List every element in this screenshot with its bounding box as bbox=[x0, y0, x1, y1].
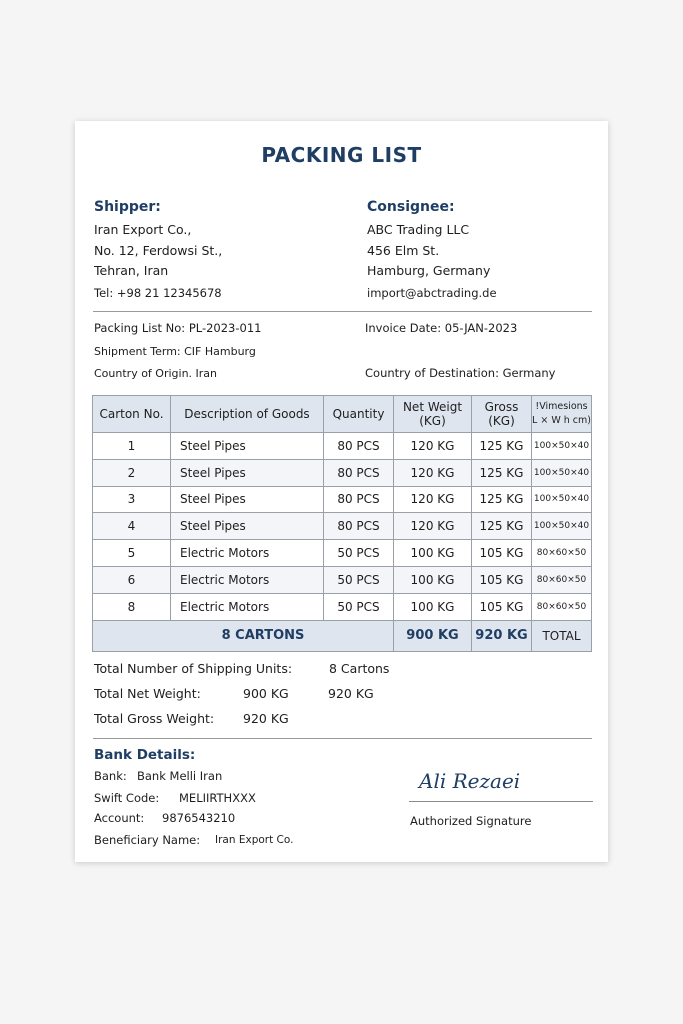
col-net-weight-line2: (KG) bbox=[419, 414, 446, 428]
shipper-tel: Tel: +98 21 12345678 bbox=[94, 286, 222, 300]
cell-carton: 1 bbox=[93, 433, 171, 460]
bank-heading: Bank Details: bbox=[94, 747, 196, 763]
cell-net: 120 KG bbox=[394, 459, 472, 486]
table-row bbox=[93, 593, 592, 620]
shipper-name: Iran Export Co., bbox=[94, 222, 192, 237]
cell-carton: 5 bbox=[93, 540, 171, 567]
cell-description: Electric Motors bbox=[171, 593, 324, 620]
table-total-row bbox=[93, 620, 592, 651]
net-weight-value-2: 920 KG bbox=[328, 686, 374, 701]
cell-carton: 3 bbox=[93, 486, 171, 513]
col-gross-weight-line2: (KG) bbox=[488, 414, 515, 428]
cell-quantity: 80 PCS bbox=[324, 433, 394, 460]
consignee-street: 456 Elm St. bbox=[367, 243, 440, 258]
cell-carton: 8 bbox=[93, 593, 171, 620]
shipper-city: Tehran, Iran bbox=[94, 263, 169, 278]
col-carton-no: Carton No. bbox=[93, 396, 171, 433]
net-weight-label: Total Net Weight: bbox=[94, 686, 201, 701]
cell-gross: 125 KG bbox=[472, 486, 532, 513]
total-cartons: 8 CARTONS bbox=[93, 620, 394, 651]
cell-dimensions: 100×50×40 bbox=[532, 433, 592, 460]
shipper-heading: Shipper: bbox=[94, 199, 161, 215]
cell-dimensions: 80×60×50 bbox=[532, 540, 592, 567]
col-gross-weight-line1: Gross bbox=[484, 400, 519, 414]
cell-net: 120 KG bbox=[394, 513, 472, 540]
shipment-term: Shipment Term: CIF Hamburg bbox=[94, 345, 256, 358]
signature-line bbox=[409, 801, 593, 802]
beneficiary-label: Beneficiary Name: bbox=[94, 833, 201, 847]
swift-value: MELIIRTHXXX bbox=[179, 791, 256, 805]
table-row bbox=[93, 513, 592, 540]
cell-dimensions: 100×50×40 bbox=[532, 459, 592, 486]
table-row bbox=[93, 540, 592, 567]
cell-quantity: 80 PCS bbox=[324, 486, 394, 513]
net-weight-value: 900 KG bbox=[243, 686, 289, 701]
consignee-email: import@abctrading.de bbox=[367, 286, 497, 300]
col-gross-weight bbox=[472, 396, 532, 433]
bank-label: Bank: bbox=[94, 769, 127, 783]
cell-quantity: 80 PCS bbox=[324, 513, 394, 540]
gross-weight-value: 920 KG bbox=[243, 711, 289, 726]
cell-gross: 125 KG bbox=[472, 513, 532, 540]
consignee-city: Hamburg, Germany bbox=[367, 263, 491, 278]
total-net: 900 KG bbox=[394, 620, 472, 651]
cell-gross: 125 KG bbox=[472, 433, 532, 460]
cell-description: Electric Motors bbox=[171, 540, 324, 567]
shipping-units-value: 8 Cartons bbox=[329, 661, 390, 676]
col-description: Description of Goods bbox=[171, 396, 324, 433]
table-row bbox=[93, 486, 592, 513]
col-net-weight-line1: Net Weigt bbox=[402, 400, 463, 414]
items-table bbox=[92, 395, 592, 652]
cell-net: 120 KG bbox=[394, 433, 472, 460]
cell-quantity: 50 PCS bbox=[324, 593, 394, 620]
table-row bbox=[93, 433, 592, 460]
cell-description: Steel Pipes bbox=[171, 486, 324, 513]
cell-dimensions: 80×60×50 bbox=[532, 593, 592, 620]
cell-net: 100 KG bbox=[394, 540, 472, 567]
signature: Ali Rezaei bbox=[419, 769, 521, 793]
cell-net: 100 KG bbox=[394, 566, 472, 593]
cell-gross: 105 KG bbox=[472, 540, 532, 567]
table-row bbox=[93, 459, 592, 486]
consignee-heading: Consignee: bbox=[367, 199, 455, 215]
cell-gross: 105 KG bbox=[472, 566, 532, 593]
col-dimensions-line1: !Vimesions bbox=[535, 401, 588, 412]
country-of-destination: Country of Destination: Germany bbox=[365, 366, 556, 380]
col-dimensions-line2: L × W h cm) bbox=[532, 415, 591, 426]
cell-net: 120 KG bbox=[394, 486, 472, 513]
cell-carton: 2 bbox=[93, 459, 171, 486]
divider bbox=[93, 738, 592, 739]
cell-dimensions: 100×50×40 bbox=[532, 486, 592, 513]
swift-label: Swift Code: bbox=[94, 791, 160, 805]
col-dimensions bbox=[532, 396, 592, 433]
cell-dimensions: 100×50×40 bbox=[532, 513, 592, 540]
col-quantity: Quantity bbox=[324, 396, 394, 433]
account-label: Account: bbox=[94, 811, 145, 825]
cell-quantity: 50 PCS bbox=[324, 566, 394, 593]
cell-gross: 105 KG bbox=[472, 593, 532, 620]
cell-description: Steel Pipes bbox=[171, 459, 324, 486]
consignee-name: ABC Trading LLC bbox=[367, 222, 470, 237]
cell-description: Steel Pipes bbox=[171, 433, 324, 460]
table-row bbox=[93, 566, 592, 593]
account-value: 9876543210 bbox=[162, 811, 236, 825]
signature-caption: Authorized Signature bbox=[410, 814, 532, 828]
invoice-date: Invoice Date: 05-JAN-2023 bbox=[365, 321, 518, 335]
divider bbox=[93, 311, 592, 312]
beneficiary-value: Iran Export Co. bbox=[215, 834, 294, 846]
cell-quantity: 50 PCS bbox=[324, 540, 394, 567]
cell-dimensions: 80×60×50 bbox=[532, 566, 592, 593]
cell-carton: 4 bbox=[93, 513, 171, 540]
country-of-origin: Country of Origin. Iran bbox=[94, 367, 218, 380]
packing-list-document bbox=[75, 121, 608, 862]
cell-description: Steel Pipes bbox=[171, 513, 324, 540]
cell-carton: 6 bbox=[93, 566, 171, 593]
cell-description: Electric Motors bbox=[171, 566, 324, 593]
shipper-street: No. 12, Ferdowsi St., bbox=[94, 243, 223, 258]
col-net-weight bbox=[394, 396, 472, 433]
document-title: PACKING LIST bbox=[261, 143, 422, 167]
shipping-units-label: Total Number of Shipping Units: bbox=[94, 661, 293, 676]
total-label: TOTAL bbox=[532, 620, 592, 651]
bank-value: Bank Melli Iran bbox=[137, 769, 223, 783]
gross-weight-label: Total Gross Weight: bbox=[94, 711, 215, 726]
total-gross: 920 KG bbox=[472, 620, 532, 651]
table-header-row bbox=[93, 396, 592, 433]
packing-list-no: Packing List No: PL-2023-011 bbox=[94, 321, 262, 335]
cell-net: 100 KG bbox=[394, 593, 472, 620]
cell-gross: 125 KG bbox=[472, 459, 532, 486]
cell-quantity: 80 PCS bbox=[324, 459, 394, 486]
